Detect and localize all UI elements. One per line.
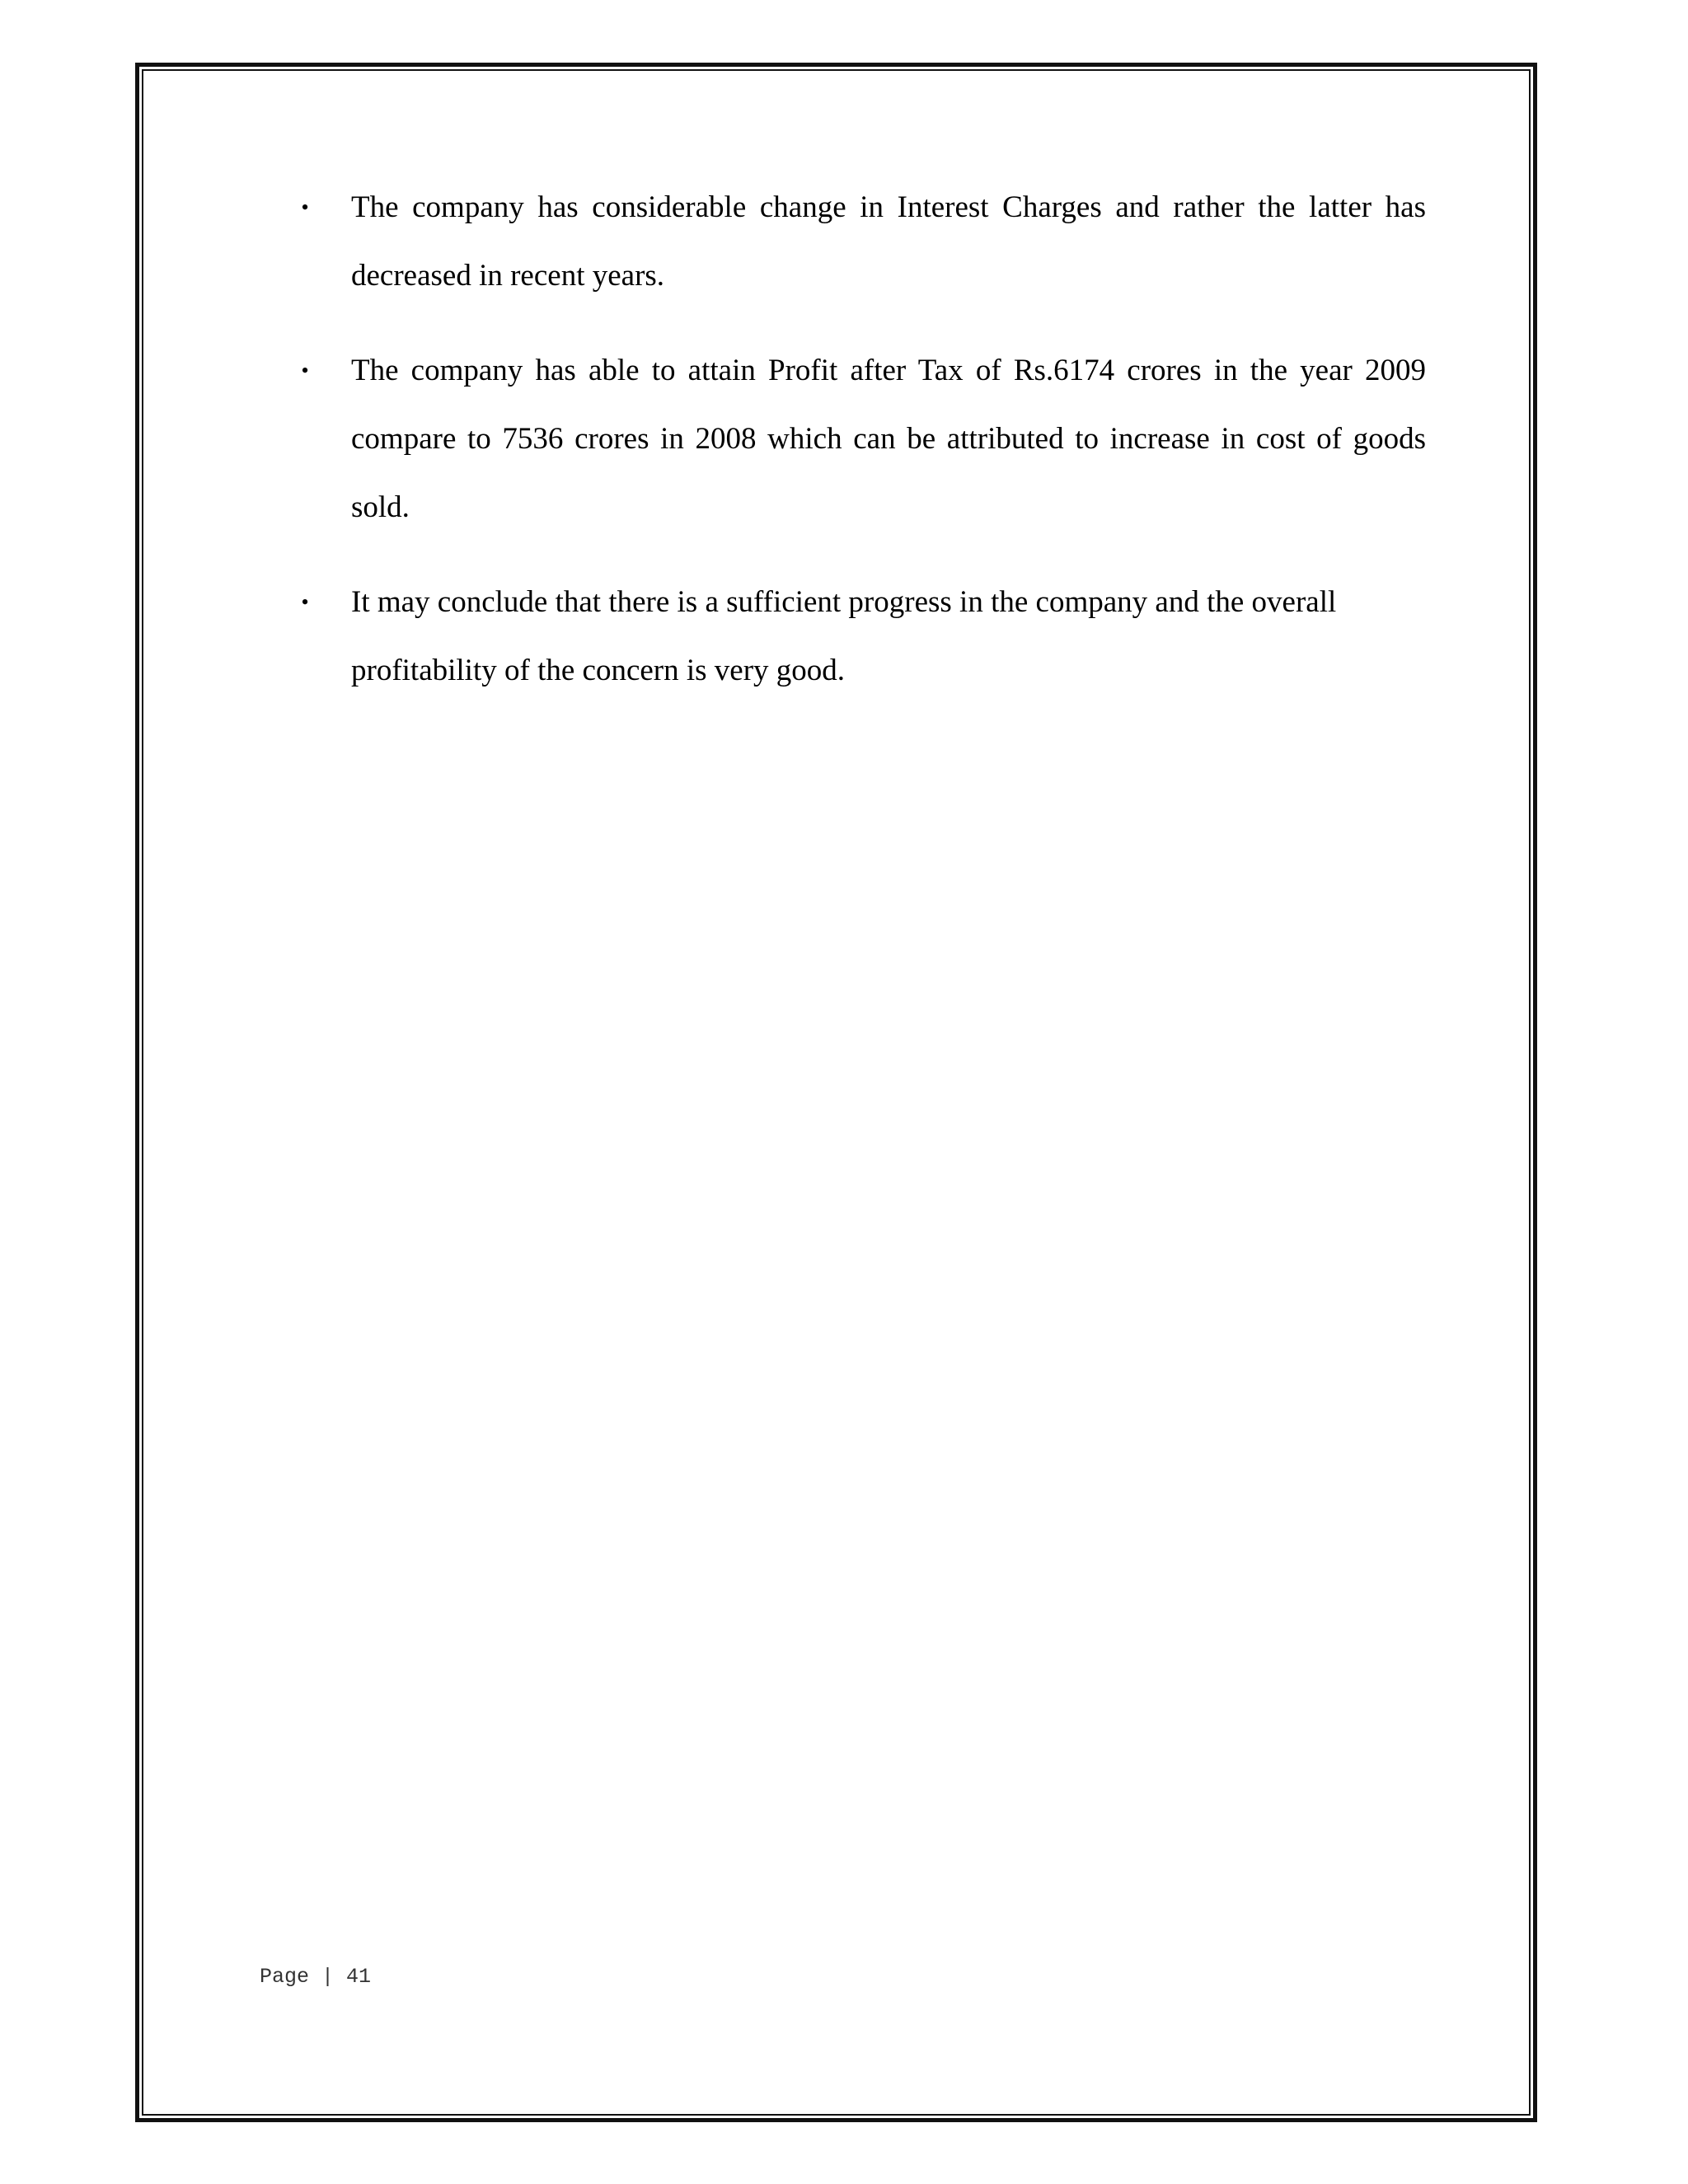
bullet-item-interest-charges — [297, 173, 1426, 310]
bullet-item-conclusion — [297, 568, 1426, 705]
bullet-icon: • — [301, 359, 309, 382]
bullet-text: It may conclude that there is a sufficient progress in the company and the overall profitability of the concern is very good. — [351, 585, 1337, 687]
document-body — [297, 173, 1426, 731]
bullet-text: The company has considerable change in Interest Charges and rather the latter has decreased in recent years. — [351, 190, 1426, 293]
bullet-text: The company has able to attain Profit after Tax of Rs.6174 crores in the year 2009 compare to 7536 crores in 2008 which can be attributed to increase in cost of goods sold. — [351, 354, 1426, 524]
page-number: Page | 41 — [260, 1965, 372, 1989]
bullet-item-profit-after-tax — [297, 336, 1426, 541]
bullet-icon: • — [301, 590, 309, 614]
bullet-icon: • — [301, 195, 309, 219]
